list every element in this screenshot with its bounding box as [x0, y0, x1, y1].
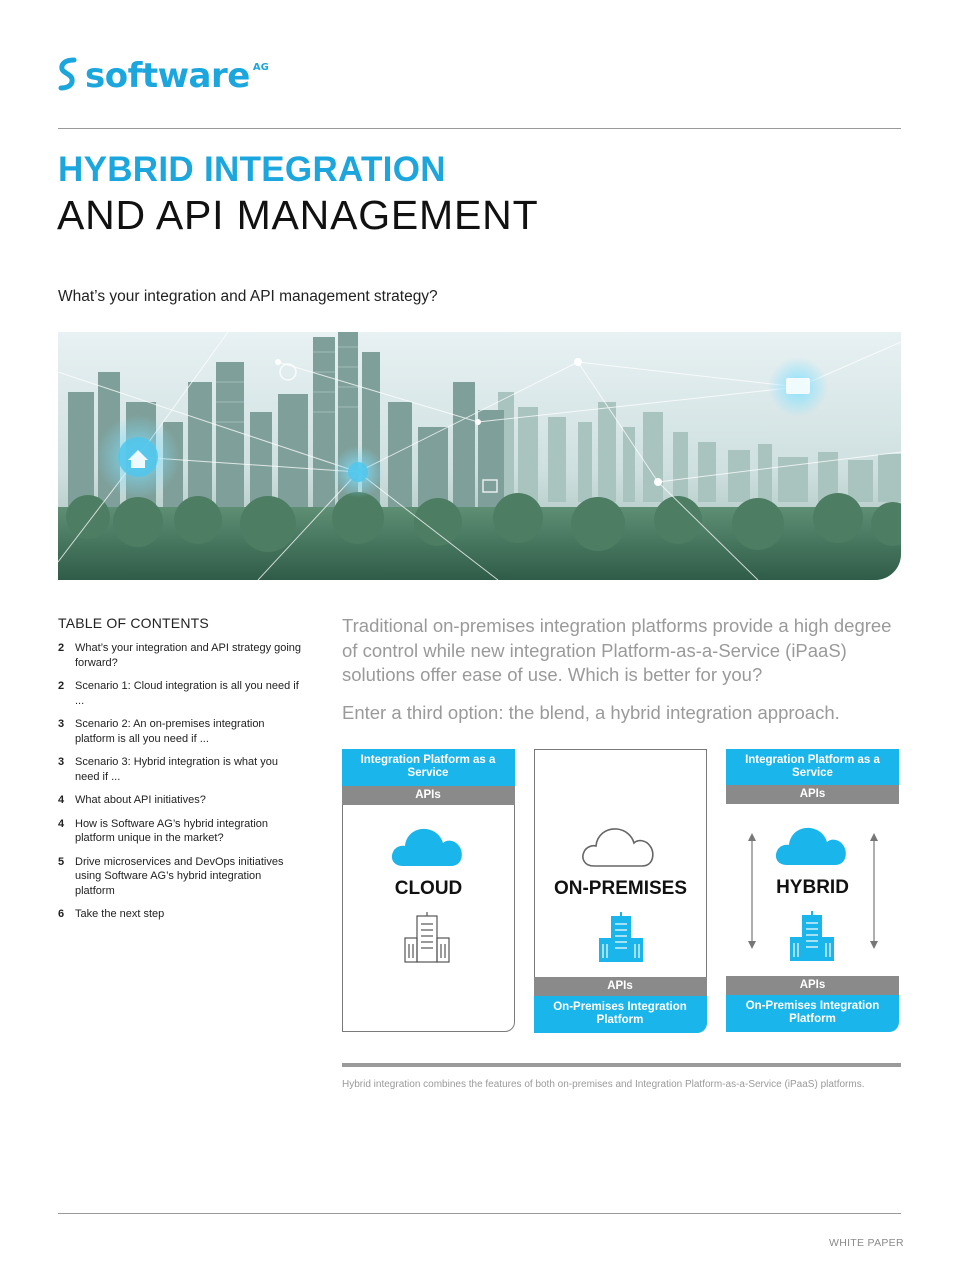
- toc-text: What about API initiatives?: [75, 794, 206, 806]
- toc-item[interactable]: [58, 907, 303, 922]
- toc-item[interactable]: [58, 817, 303, 846]
- toc-page: 2: [58, 642, 65, 654]
- city-network-illustration: [58, 332, 901, 580]
- toc-page: 3: [58, 718, 65, 730]
- toc-heading: TABLE OF CONTENTS: [58, 615, 209, 631]
- diagram-divider: [342, 1063, 901, 1067]
- top-divider: [58, 128, 901, 129]
- building-outline-icon: [401, 912, 453, 964]
- hybrid-apis-top-label: APIs: [726, 785, 899, 804]
- cloud-icon: [389, 820, 467, 870]
- bottom-divider: [58, 1213, 901, 1214]
- hybrid-platform-footer: On-Premises Integration Platform: [726, 995, 899, 1032]
- toc-page: 3: [58, 756, 65, 768]
- document-type-label: WHITE PAPER: [829, 1237, 904, 1249]
- toc-page: 4: [58, 817, 65, 830]
- cloud-ipaas-header: Integration Platform as a Service: [342, 749, 515, 786]
- toc-page: 5: [58, 855, 65, 868]
- hybrid-apis-bottom-label: APIs: [726, 976, 899, 995]
- building-filled-icon: [786, 911, 838, 963]
- title-line-1: HYBRID INTEGRATION: [58, 150, 446, 189]
- hybrid-card: [726, 749, 899, 1032]
- on-premises-apis-label: APIs: [534, 977, 707, 996]
- cloud-icon: [773, 819, 851, 869]
- subtitle: What’s your integration and API management strategy?: [58, 288, 438, 305]
- hybrid-ipaas-header: Integration Platform as a Service: [726, 749, 899, 785]
- toc-text: Scenario 2: An on-premises integration platform is all you need if ...: [75, 718, 265, 745]
- toc-item[interactable]: [58, 641, 303, 670]
- toc-text: How is Software AG’s hybrid integration platform unique in the market?: [75, 817, 268, 844]
- table-of-contents: [58, 641, 303, 931]
- intro-paragraph: Traditional on-premises integration platforms provide a high degree of control while new integration Platform-as-a-Service (iPaaS) solutions offer ease of use. Which is better for you?: [342, 615, 892, 685]
- hero-image: [58, 332, 901, 580]
- brand-suffix: AG: [252, 62, 269, 73]
- toc-text: Scenario 3: Hybrid integration is what you need if ...: [75, 756, 278, 783]
- toc-item[interactable]: [58, 755, 303, 784]
- brand-name: software: [85, 56, 250, 96]
- brand-logo: [57, 55, 269, 95]
- building-filled-icon: [595, 912, 647, 964]
- toc-text: What’s your integration and API strategy going forward?: [75, 642, 302, 669]
- on-premises-label: ON-PREMISES: [553, 878, 688, 899]
- diagram-caption: Hybrid integration combines the features of both on-premises and Integration Platform-as-a-Service (iPaaS) platforms.: [342, 1079, 865, 1090]
- cloud-outline-icon: [579, 818, 661, 870]
- title-line-2: AND API MANAGEMENT: [57, 192, 539, 238]
- hybrid-label: HYBRID: [776, 877, 849, 898]
- toc-item[interactable]: [58, 717, 303, 746]
- toc-text: Drive microservices and DevOps initiatives using Software AG’s hybrid integration platform: [75, 855, 284, 897]
- cloud-label: CLOUD: [394, 878, 463, 899]
- toc-item[interactable]: [58, 679, 303, 708]
- on-premises-platform-footer: On-Premises Integration Platform: [534, 996, 707, 1034]
- software-ag-s-icon: [57, 57, 79, 95]
- third-option-text: Enter a third option: the blend, a hybrid integration approach.: [342, 702, 840, 723]
- toc-page: 6: [58, 908, 65, 920]
- toc-page: 2: [58, 680, 65, 692]
- toc-text: Take the next step: [75, 908, 165, 920]
- on-premises-card: [534, 749, 707, 1032]
- toc-page: 4: [58, 794, 65, 806]
- cloud-apis-label: APIs: [342, 786, 515, 805]
- toc-item[interactable]: [58, 855, 303, 899]
- toc-item[interactable]: [58, 793, 303, 808]
- cloud-card: [342, 749, 515, 1032]
- toc-text: Scenario 1: Cloud integration is all you need if ...: [75, 680, 299, 707]
